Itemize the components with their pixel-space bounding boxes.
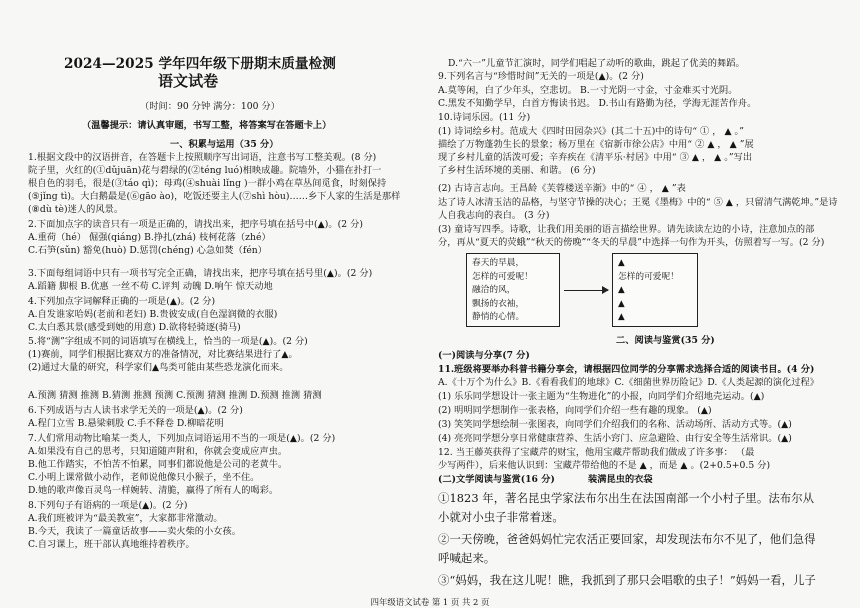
poem-line: 飘扬的衣袖，	[472, 298, 525, 309]
poem-line: 静悄的心情。	[472, 312, 525, 322]
poem-line: 春天的早晨，	[472, 258, 525, 268]
left-line: B.他工作踏实，不怕苦不怕累，同事们都说他是公司的老黄牛。	[28, 459, 288, 470]
right-line: 呼喊起来。	[438, 551, 496, 565]
right-line: (1) 诗词绘乡村。范成大《四时田园杂兴》(其二十五)中的诗句“ ① ， ▲ 。”	[438, 126, 744, 137]
left-line: C.小明上课常做小动作，老师说他像只小猴子，坐不住。	[28, 472, 260, 483]
right-line: ①1823 年，著名昆虫学家法布尔出生在法国南部一个小村子里。法布尔从	[438, 491, 815, 505]
right-line: ②一天傍晚，爸爸妈妈忙完农活正要回家，却发现法布尔不见了，他们急得	[438, 532, 816, 546]
poem-line: 怎样的可爱呢！	[618, 271, 679, 282]
left-line: 3.下面每组词语中只有一项书写完全正确，请找出来，把序号填在括号里(▲)。(2 分)	[28, 268, 373, 279]
left-line: C.自习课上，班干部认真地维持着秩序。	[28, 539, 195, 550]
right-line: 小就对小虫子非常着迷。	[438, 510, 564, 524]
left-line: 2024—2025 学年四年级下册期末质量检测	[64, 56, 336, 72]
left-line: B.今天，我读了一篇童话故事——卖火柴的小女孩。	[28, 526, 241, 537]
right-line: (3) 童诗写四季。诗歌，让我们用美丽的语言描绘世界。请先读读左边的小诗，注意加点的部	[438, 224, 815, 235]
left-line: A.预测 猜测 推测 B.猜测 推测 预测 C.预测 猜测 推测 D.预测 推测 猜测	[28, 390, 322, 401]
left-line: 8.下列句子有语病的一项是(▲)。(2 分)	[28, 500, 188, 511]
right-line: 现了乡村儿童的活泼可爱；辛弃疾在《清平乐·村居》中用“ ③ ▲ ， ▲ 。”写出	[438, 152, 753, 163]
right-line: D.“六一”儿童节汇演时，同学们唱起了动听的歌曲，跳起了优美的舞蹈。	[448, 58, 745, 69]
right-line: (一)阅读与分享(7 分)	[438, 350, 530, 361]
right-line: 10.诗词乐园。(11 分)	[438, 112, 531, 123]
left-line: （温馨提示：请认真审题，书写工整，将答案写在答题卡上）	[82, 120, 332, 131]
left-line: A.我们班被评为“最美教室”，大家都非常激动。	[28, 513, 223, 524]
left-line: 7.人们常用动物比喻某一类人，下列加点词语运用不当的一项是(▲)。(2 分)	[28, 433, 336, 444]
right-line: C.黑发不知勤学早，白首方悔读书迟。 D.书山有路勤为径，学海无涯苦作舟。	[438, 98, 757, 109]
right-line: A.《十万个为什么》B.《看看我们的地球》C.《细菌世界历险记》D.《人类起源的演化过程》	[438, 377, 819, 388]
left-line: (2)通过大量的研究，科学家们▲鸟类可能由某些恐龙演化而来。	[28, 362, 289, 373]
left-line: 根自色的羽毛，很是(③táo qì)；母鸡(④shuài lǐng )一群小鸡在草丛间觅食，时刻保持	[28, 178, 387, 189]
poem-line: 怎样的可爱呢！	[472, 271, 533, 282]
right-line: (3) 笑笑同学想绘制一张图表，向同学们介绍我们的名称、活动场所、活动方式等。(▲)	[438, 419, 792, 430]
left-line: A.如果没有自己的思考，只知道随声附和，你就会变成应声虫。	[28, 446, 288, 457]
left-line: 一、积累与运用（35 分）	[170, 139, 279, 150]
poem-line: ▲	[618, 312, 625, 322]
left-line: (1)赛前，同学们根据比赛双方的准备情况，对比赛结果进行了▲。	[28, 349, 298, 360]
left-line: 5.将“测”字组成不同的词语填写在横线上，恰当的一项是(▲)。(2 分)	[28, 336, 308, 347]
poem-line: ▲	[618, 298, 625, 309]
left-line: (⑧dù tè)迷人的风景。	[28, 204, 124, 215]
left-line: A.程门立雪 B.悬梁刺股 C.手不释卷 D.柳暗花明	[28, 418, 224, 429]
right-line: (2) 明明同学想制作一张表格，向同学们介绍一些有趣的现象。 (▲)	[438, 405, 712, 416]
left-line: (⑤jǐng tì)。大白鹅最是(⑥gāo ào)，吃饭还要主人(⑦shì hòu)……乡下人家的生活是那样	[28, 191, 401, 202]
poem-line: ▲	[618, 258, 625, 268]
right-line: 达了诗人冰清玉洁的品格，与坚守节操的决心；王冕《墨梅》中的“ ⑤ ▲ ，只留清气满乾坤。”是诗	[438, 197, 838, 208]
right-line: (二)文学阅读与鉴赏(16 分)	[438, 474, 555, 485]
left-line: 院子里，火红的(①dǔjuān)花与碧绿的(②téng luó)相映成趣。院墙外，小猫在扑打一	[28, 165, 382, 176]
right-line: 了乡村生活环境的美丽、和谐。 (6 分)	[438, 165, 596, 176]
right-line: 12. 当王藤英获得了宝藏芹的财宝，他用宝藏芹帮助我们做成了许多事： （最	[438, 447, 755, 458]
poem-sample-box	[466, 253, 560, 327]
left-line: D.她的歌声像百灵鸟一样婉转、清脆，赢得了所有人的喝彩。	[28, 485, 279, 496]
right-line: 分，再从“夏天的荧蛾”“秋天的傍晚”“冬天的早晨”中选择一句作为开头，仿照着写一写。(2 分)	[438, 237, 825, 248]
left-line: 2.下面加点字的读音只有一项是正确的，请找出来，把序号填在括号中(▲)。(2 分)	[28, 219, 363, 230]
right-line: 装满昆虫的衣袋	[588, 474, 653, 485]
left-line: 4.下列加点字词解释正确的一项是(▲)。(2 分)	[28, 296, 216, 307]
left-line: C.石笋(sǔn) 豁免(huò) D.惩罚(chéng) 心急如焚（fén）	[28, 245, 268, 256]
right-line: 少写两件），后来他认识到：宝藏芹带给他的不是 ▲ ，而是 ▲ 。(2+0.5+0.5 分)	[438, 460, 771, 471]
poem-answer-box	[612, 253, 698, 327]
left-line: A.自发谁家哈妈(老前和老妇) B.贵彼安成(自色湿润微的衣服)	[28, 309, 278, 320]
left-line: 1.根据文段中的汉语拼音，在答题卡上按照顺序写出词语，注意书写工整美观。(8 分)	[28, 152, 377, 163]
arrow-icon	[564, 290, 608, 291]
page-footer: 四年级语文试卷 第 1 页 共 2 页	[370, 597, 490, 607]
poem-line: ▲	[618, 285, 625, 295]
left-line: 语文试卷	[158, 72, 219, 90]
poem-line: 融洽的风，	[472, 285, 516, 295]
left-line: 6.下列成语与古人读书求学无关的一项是(▲)。(2 分)	[28, 405, 243, 416]
right-line: 9.下列名言与“珍惜时间”无关的一项是(▲)。(2 分)	[438, 71, 644, 82]
right-line: 二、阅读与鉴赏(35 分)	[616, 335, 715, 346]
right-line: (4) 亮亮同学想分享日常健康营养、生活小窍门、应急避险、由行安全等生活常识。(▲)	[438, 433, 792, 444]
right-line: 11.班级将要举办科普书籍分享会，请根据四位同学的分享需求选择合适的阅读书目。(4 分)	[438, 364, 815, 375]
right-line: (2) 古诗言志向。王昌龄《芙蓉楼送辛渐》中的“ ④ ， ▲ ”表	[438, 183, 686, 194]
left-line: A.蹈籍 脚根 B.优惠 一丝不苟 C.评判 动魄 D.响午 惊天动地	[28, 281, 273, 292]
right-line: A.莫等闲，白了少年头，空悲切。 B.一寸光阴一寸金，寸金难买寸光阴。	[438, 85, 738, 96]
left-line: （时间：90 分钟 满分：100 分）	[140, 101, 280, 112]
left-line: A.重荷（hé） 倔强(qiáng) B.挣扎(zhá) 枝柯花落（zhé）	[28, 232, 271, 243]
right-line: 描绘了万物蓬勃生长的景象；杨万里在《宿新市徐公店》中用“ ② ▲ ， ▲ ”展	[438, 139, 754, 150]
right-line: ③“妈妈，我在这儿呢！瞧，我抓到了那只会唱歌的虫子！”妈妈一看，儿子	[438, 573, 816, 587]
right-line: 人自我志向的表白。 (3 分)	[438, 210, 550, 221]
left-line: C.太白悉其景(感受到她的用意) D.欲将轻骑逐(骑马)	[28, 322, 241, 333]
right-line: (1) 乐乐同学想设计一张主题为“生物进化”的小报，向同学们介绍地壳运动。(▲)	[438, 391, 765, 402]
